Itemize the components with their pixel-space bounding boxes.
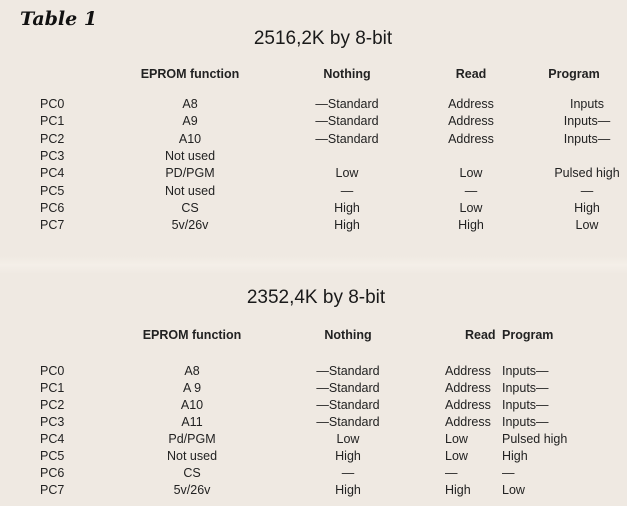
pin-label: PC5 [40, 449, 65, 463]
eprom-function-cell: A8 [182, 97, 198, 111]
nothing-cell: —Standard [315, 97, 379, 111]
column-header-eprom-function: EPROM function [140, 67, 240, 81]
read-cell: Address [445, 398, 491, 412]
eprom-function-cell: A 9 [182, 381, 202, 395]
read-cell: Low [445, 432, 468, 446]
read-cell: — [464, 184, 478, 198]
program-cell: Inputs— [563, 114, 611, 128]
pin-label: PC3 [40, 149, 65, 163]
program-cell: Inputs— [502, 381, 549, 395]
pin-label: PC6 [40, 466, 65, 480]
column-header-program: Program [548, 67, 600, 81]
nothing-cell: —Standard [315, 132, 379, 146]
pin-label: PC7 [40, 483, 65, 497]
pin-label: PC3 [40, 415, 65, 429]
nothing-cell: High [335, 449, 361, 463]
eprom-function-cell: Not used [164, 184, 216, 198]
program-cell: Inputs [569, 97, 605, 111]
program-cell: — [580, 184, 594, 198]
read-cell: High [458, 218, 484, 232]
column-header-read: Read [455, 67, 487, 81]
section-divider [0, 256, 627, 274]
read-cell: Address [445, 415, 491, 429]
column-header-nothing: Nothing [324, 328, 372, 342]
nothing-cell: —Standard [315, 114, 379, 128]
read-cell: Address [448, 97, 494, 111]
program-cell: Pulsed high [554, 166, 620, 180]
eprom-function-cell: PD/PGM [165, 166, 215, 180]
read-cell: High [445, 483, 471, 497]
program-cell: Inputs— [502, 364, 549, 378]
nothing-cell: —Standard [316, 381, 380, 395]
read-cell: Address [448, 114, 494, 128]
nothing-cell: High [334, 201, 360, 215]
nothing-cell: — [341, 466, 355, 480]
eprom-function-cell: 5v/26v [173, 483, 211, 497]
program-cell: High [502, 449, 528, 463]
table-label: Table 1 [20, 8, 98, 30]
program-cell: — [502, 466, 515, 480]
pin-label: PC4 [40, 166, 65, 180]
pin-label: PC1 [40, 114, 65, 128]
eprom-function-cell: 5v/26v [171, 218, 209, 232]
nothing-cell: —Standard [316, 364, 380, 378]
column-header-program: Program [502, 328, 554, 342]
program-cell: Low [575, 218, 599, 232]
read-cell: — [445, 466, 458, 480]
program-cell: Low [502, 483, 525, 497]
pin-label: PC7 [40, 218, 65, 232]
program-cell: Pulsed high [502, 432, 568, 446]
nothing-cell: Low [335, 166, 359, 180]
section-title: 2352,4K by 8-bit [246, 287, 386, 308]
pin-label: PC1 [40, 381, 65, 395]
pin-label: PC2 [40, 398, 65, 412]
read-cell: Address [448, 132, 494, 146]
column-header-nothing: Nothing [323, 67, 371, 81]
eprom-function-cell: A9 [182, 114, 198, 128]
eprom-function-cell: CS [183, 466, 201, 480]
nothing-cell: —Standard [316, 398, 380, 412]
column-header-eprom-function: EPROM function [142, 328, 242, 342]
pin-label: PC0 [40, 364, 65, 378]
read-cell: Low [445, 449, 468, 463]
nothing-cell: —Standard [316, 415, 380, 429]
pin-label: PC6 [40, 201, 65, 215]
program-cell: Inputs— [502, 415, 549, 429]
program-cell: High [574, 201, 600, 215]
eprom-function-cell: Not used [166, 449, 218, 463]
nothing-cell: — [340, 184, 354, 198]
eprom-function-cell: A10 [180, 398, 204, 412]
eprom-function-cell: A10 [178, 132, 202, 146]
read-cell: Low [459, 201, 483, 215]
pin-label: PC5 [40, 184, 65, 198]
pin-label: PC0 [40, 97, 65, 111]
nothing-cell: Low [336, 432, 360, 446]
read-cell: Address [445, 381, 491, 395]
section-title: 2516,2K by 8-bit [253, 28, 393, 49]
eprom-function-cell: A11 [181, 415, 203, 429]
read-cell: Low [459, 166, 483, 180]
column-header-read: Read [465, 328, 496, 342]
pin-label: PC2 [40, 132, 65, 146]
pin-label: PC4 [40, 432, 65, 446]
eprom-function-cell: A8 [184, 364, 200, 378]
program-cell: Inputs— [563, 132, 611, 146]
nothing-cell: High [335, 483, 361, 497]
eprom-function-cell: CS [181, 201, 199, 215]
read-cell: Address [445, 364, 491, 378]
eprom-function-cell: Not used [164, 149, 216, 163]
eprom-function-cell: Pd/PGM [168, 432, 216, 446]
nothing-cell: High [334, 218, 360, 232]
program-cell: Inputs— [502, 398, 549, 412]
